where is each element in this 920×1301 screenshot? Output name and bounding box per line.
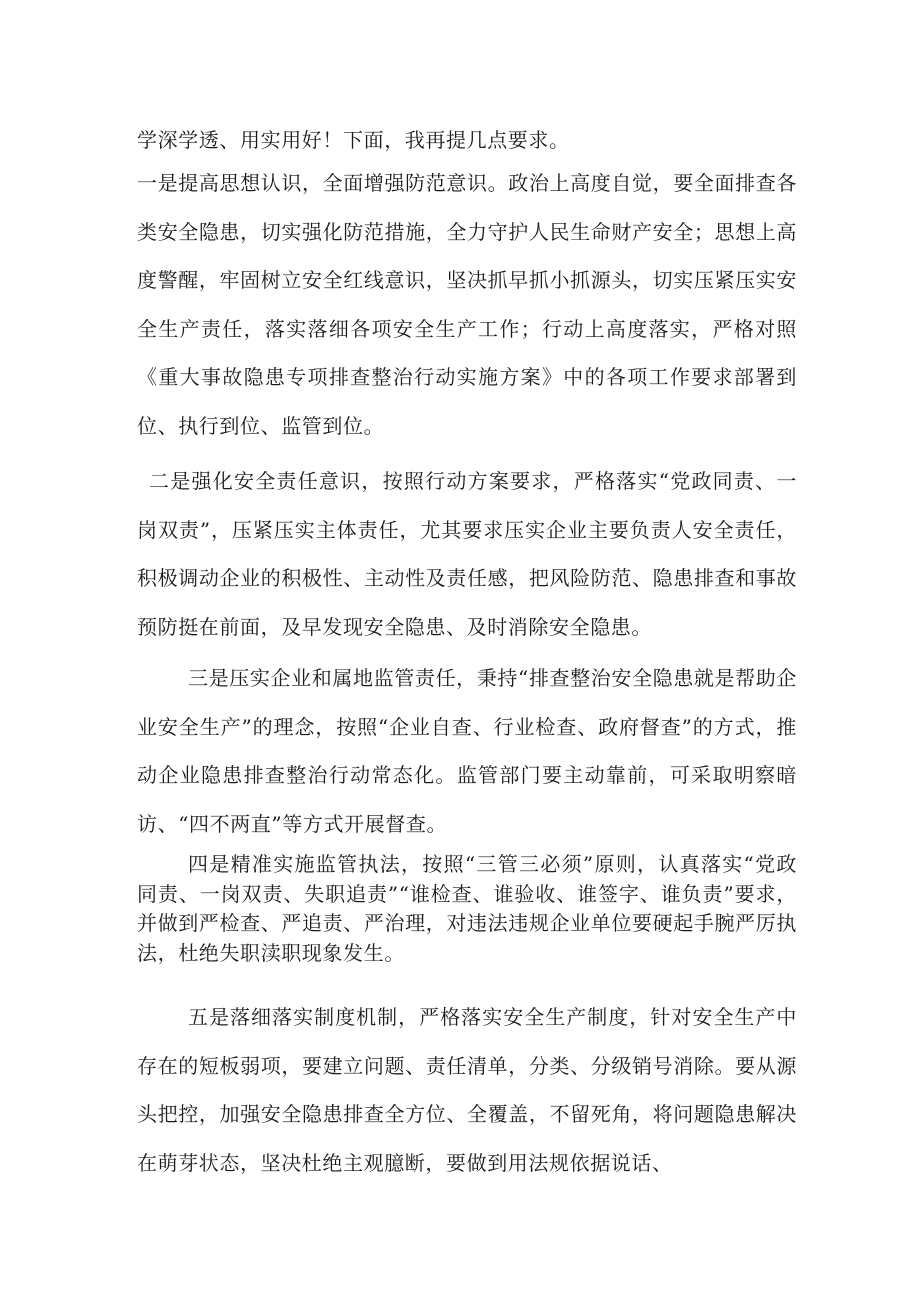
paragraph-point-four: 四是精准实施监管执法，按照“三管三必须”原则，认真落实“党政同责、一岗双责、失职追责”“谁检查、谁验收、谁签字、谁负责”要求，并做到严检查、严追责、严治理，对违法违规企业单位要硬起手腕严厉执法，杜绝失职渎职现象发生。 (137, 852, 797, 965)
paragraph-point-one: 一是提高思想认识，全面增强防范意识。政治上高度自觉，要全面排查各类安全隐患，切实强化防范措施，全力守护人民生命财产安全；思想上高度警醒，牢固树立安全红线意识，坚决抓早抓小抓源头，切实压紧压实安全生产责任，落实落细各项安全生产工作；行动上高度落实，严格对照《重大事故隐患专项排查整治行动实施方案》中的各项工作要求部署到位、执行到位、监管到位。 (137, 171, 797, 438)
paragraph-point-five: 五是落细落实制度机制，严格落实安全生产制度，针对安全生产中存在的短板弱项，要建立问题、责任清单，分类、分级销号消除。要从源头把控，加强安全隐患排查全方位、全覆盖，不留死角，将问题隐患解决在萌芽状态，坚决杜绝主观臆断，要做到用法规依据说话、 (137, 1005, 797, 1175)
paragraph-point-three: 三是压实企业和属地监管责任，秉持“排查整治安全隐患就是帮助企业安全生产”的理念，按照“企业自查、行业检查、政府督查”的方式，推动企业隐患排查整治行动常态化。监管部门要主动靠前，可采取明察暗访、“四不两直”等方式开展督查。 (137, 666, 797, 836)
paragraph-point-two: 二是强化安全责任意识，按照行动方案要求，严格落实“党政同责、一岗双责”，压紧压实主体责任，尤其要求压实企业主要负责人安全责任，积极调动企业的积极性、主动性及责任感，把风险防范、隐患排查和事故预防挺在前面，及早发现安全隐患、及时消除安全隐患。 (137, 469, 797, 639)
paragraph-intro-continuation: 学深学透、用实用好！下面，我再提几点要求。 (137, 128, 570, 152)
